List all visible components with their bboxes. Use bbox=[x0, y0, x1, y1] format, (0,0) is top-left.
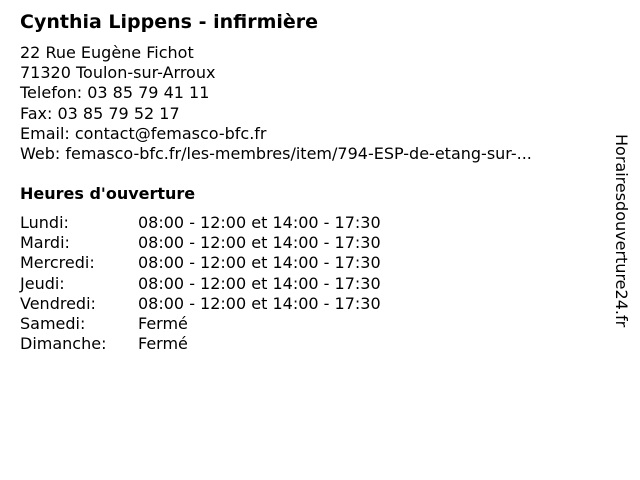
day-label: Lundi: bbox=[20, 213, 69, 232]
web-link[interactable]: femasco-bfc.fr/les-membres/item/794-ESP-de-etang-sur-... bbox=[65, 143, 532, 163]
email-label: Email: bbox=[20, 123, 75, 143]
fax-number: Fax: 03 85 79 52 17 bbox=[20, 103, 180, 123]
day-label: Jeudi: bbox=[20, 273, 65, 293]
business-name: Cynthia Lippens - infirmière bbox=[20, 11, 319, 33]
day-label: Samedi: bbox=[20, 313, 86, 333]
web-label: Web: bbox=[20, 143, 66, 163]
day-label: Mardi: bbox=[20, 233, 70, 253]
day-hours: 08:00 - 12:00 et 14:00 - 17:30 bbox=[138, 213, 381, 232]
web-row bbox=[20, 144, 532, 164]
hours-heading: Heures d'ouverture bbox=[20, 184, 196, 203]
phone-number: Telefon: 03 85 79 41 11 bbox=[20, 83, 210, 103]
day-label: Dimanche: bbox=[20, 334, 107, 354]
day-hours: 08:00 - 12:00 et 14:00 - 17:30 bbox=[138, 253, 381, 273]
address-street: 22 Rue Eugène Fichot bbox=[20, 43, 194, 62]
email-row bbox=[20, 124, 532, 144]
site-watermark bbox=[610, 134, 632, 344]
watermark-text: Horairesdouverture24.fr bbox=[612, 134, 631, 328]
contact-block bbox=[20, 43, 532, 164]
day-hours: Fermé bbox=[138, 334, 188, 354]
day-hours: 08:00 - 12:00 et 14:00 - 17:30 bbox=[138, 293, 381, 313]
day-label: Vendredi: bbox=[20, 293, 96, 313]
address-city: 71320 Toulon-sur-Arroux bbox=[20, 63, 216, 83]
day-hours: 08:00 - 12:00 et 14:00 - 17:30 bbox=[138, 233, 381, 253]
day-hours: Fermé bbox=[138, 313, 188, 333]
day-label: Mercredi: bbox=[20, 253, 95, 273]
email-link[interactable]: contact@femasco-bfc.fr bbox=[74, 123, 267, 143]
day-hours: 08:00 - 12:00 et 14:00 - 17:30 bbox=[138, 273, 381, 293]
